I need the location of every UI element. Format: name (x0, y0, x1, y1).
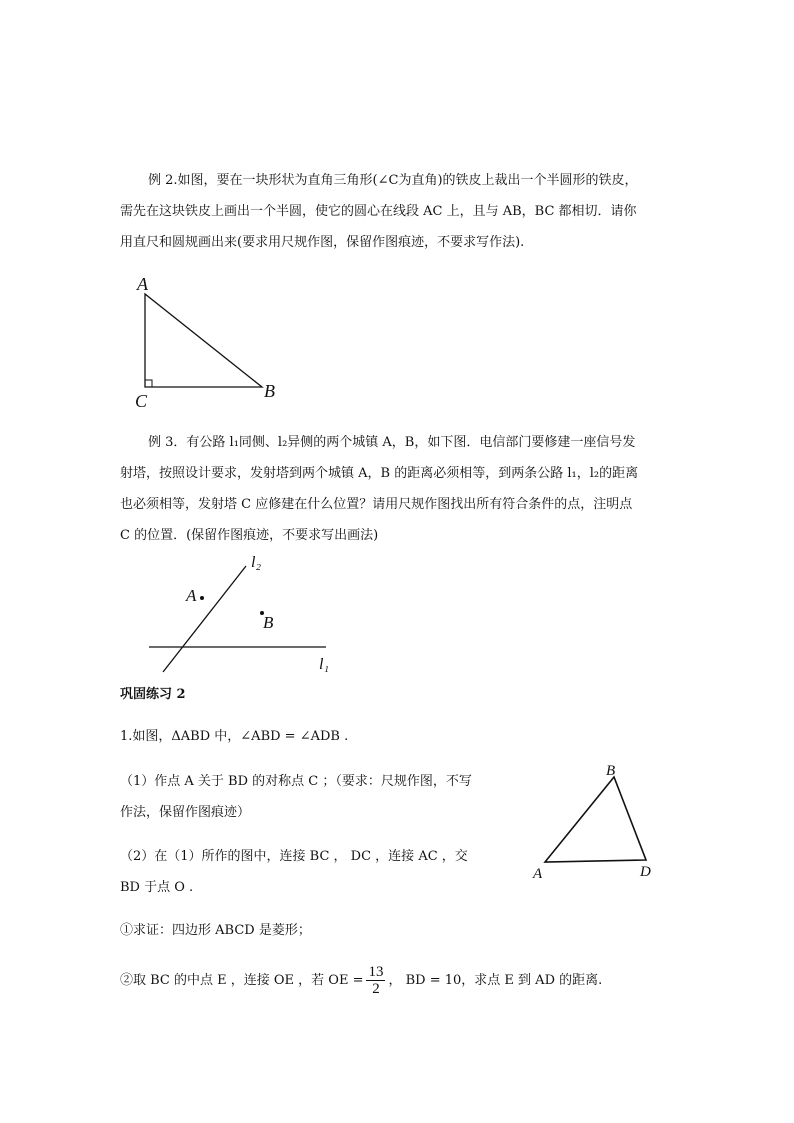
triangle-label-b: B (264, 381, 275, 401)
figure-label-d: D (640, 864, 651, 880)
q1-sub1: ①求证：四边形 ABCD 是菱形； (120, 923, 311, 938)
example3-line2: 射塔，按照设计要求，发射塔到两个城镇 A，B 的距离必须相等，到两条公路 l₁，l₂的距离 (120, 466, 639, 481)
q1-part1-line2: 作法，保留作图痕迹） (120, 805, 251, 820)
example3-line3: 也必须相等，发射塔 C 应修建在什么位置？请用尺规作图找出所有符合条件的点，注明点 (120, 497, 633, 512)
practice-heading: 巩固练习 2 (120, 687, 186, 702)
example3-line1: 例 3．有公路 l₁同侧、l₂异侧的两个城镇 A，B，如下图．电信部门要修建一座信号发 (148, 435, 636, 450)
figure-label-b: B (606, 763, 616, 779)
q1-part2-line2: BD 于点 O . (120, 880, 194, 895)
q1-intro: 1.如图，ΔABD 中，∠ABD = ∠ADB . (120, 729, 349, 744)
fraction-numerator: 13 (368, 964, 384, 980)
town-label-b: B (263, 613, 274, 632)
town-label-a: A (186, 586, 197, 605)
example2-line3: 用直尺和圆规画出来(要求用尺规作图，保留作图痕迹，不要求写作法). (120, 235, 525, 250)
triangle-label-c: C (135, 391, 148, 411)
example3-line4: C 的位置．(保留作图痕迹，不要求写出画法) (120, 528, 379, 543)
triangle-abd (545, 777, 646, 862)
fraction-denominator: 2 (372, 981, 380, 997)
example2-line2: 需先在这块铁皮上画出一个半圆，使它的圆心在线段 AC 上，且与 AB，BC 都相切．请你 (120, 204, 637, 219)
triangle-label-a: A (137, 274, 148, 294)
q1-sub2-before: ②取 BC 的中点 E ，连接 OE ，若 OE = (120, 973, 364, 988)
figure-label-a: A (533, 866, 543, 882)
example2-line1: 例 2.如图，要在一块形状为直角三角形(∠C为直角)的铁皮上裁出一个半圆形的铁皮， (148, 173, 638, 188)
q1-sub2-after: ， BD = 10，求点 E 到 AD 的距离. (388, 973, 603, 988)
road-label-l2: l₂ (251, 554, 262, 571)
q1-part2-line1: （2）在（1）所作的图中，连接 BC ， DC ，连接 AC ，交 (120, 849, 468, 864)
road-label-l1: l₁ (319, 656, 330, 673)
q1-part1-line1: （1）作点 A 关于 BD 的对称点 C ；（要求：尺规作图，不写 (120, 774, 472, 789)
